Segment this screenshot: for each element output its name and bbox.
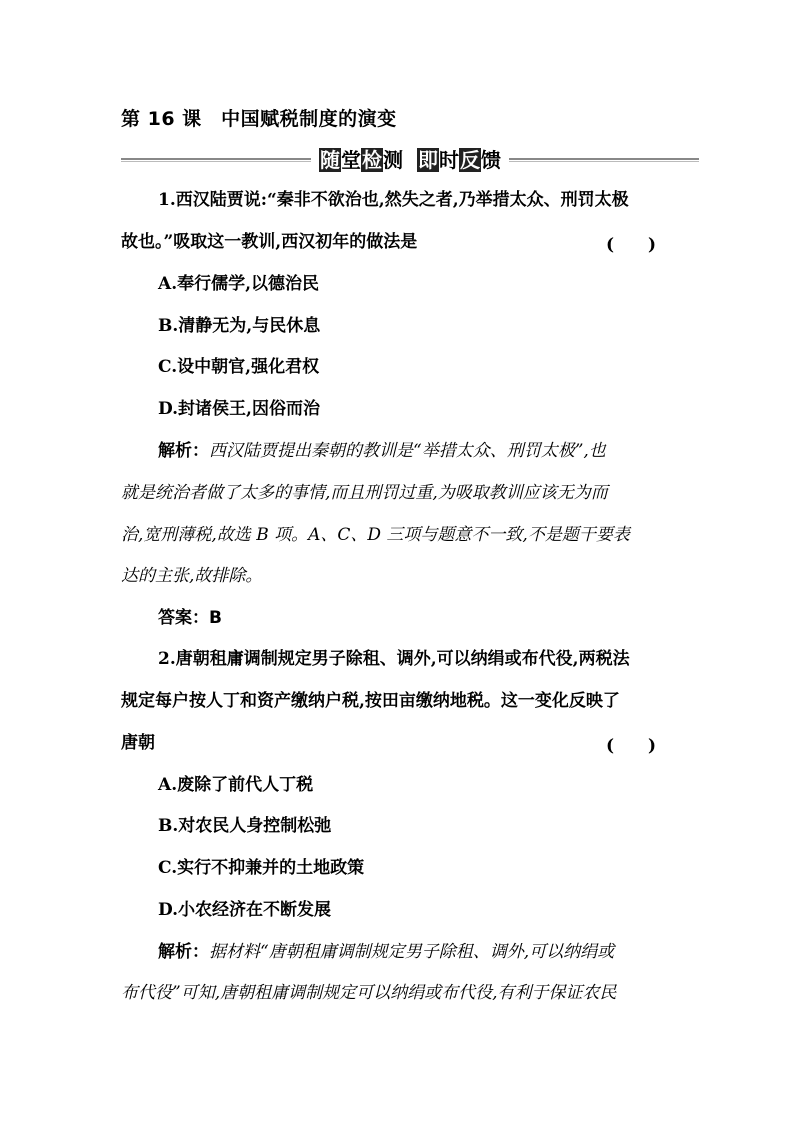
q2-option-b: B.对农民人身控制松弛 (158, 816, 332, 836)
q2-stem-line: 唐朝 (121, 733, 155, 753)
q1-analysis-line: 达的主张,故排除。 (121, 566, 263, 586)
banner-char: 堂 (341, 148, 361, 172)
q1-answer: 答案：B (158, 608, 222, 628)
q1-answer-blank: ( ) (606, 235, 657, 255)
q2-option-c: C.实行不抑兼并的土地政策 (158, 858, 365, 878)
banner-rule-right (509, 158, 699, 160)
q1-stem-line: 1.西汉陆贾说:“秦非不欲治也,然失之者,乃举措太众、刑罚太极 (158, 190, 629, 210)
banner-char: 反 (460, 148, 480, 172)
banner-rule-left (121, 158, 311, 160)
q1-analysis-line (158, 439, 606, 463)
banner-char: 馈 (481, 148, 501, 172)
banner-text (319, 145, 501, 175)
q1-analysis-label: 解析： (158, 441, 209, 461)
section-banner (121, 145, 699, 175)
banner-char: 时 (439, 148, 459, 172)
q1-option-b: B.清静无为,与民休息 (158, 316, 321, 336)
q1-option-d: D.封诸侯王,因俗而治 (158, 399, 320, 419)
q1-analysis-line: 就是统治者做了太多的事情,而且刑罚过重,为吸取教训应该无为而 (121, 483, 608, 503)
q2-analysis-line (158, 940, 614, 964)
q2-analysis-text: 据材料“唐朝租庸调制规定男子除租、调外,可以纳绢或 (209, 942, 615, 962)
q1-analysis-text: 西汉陆贾提出秦朝的教训是“举措太众、刑罚太极”,也 (209, 441, 606, 461)
q2-option-d: D.小农经济在不断发展 (158, 900, 332, 920)
q2-option-a: A.废除了前代人丁税 (158, 775, 314, 795)
q2-analysis-line: 布代役”可知,唐朝租庸调制规定可以纳绢或布代役,有利于保证农民 (121, 983, 617, 1003)
lesson-title: 第 16 课 中国赋税制度的演变 (121, 108, 397, 130)
banner-char: 检 (362, 148, 382, 172)
q2-answer-blank: ( ) (606, 736, 657, 756)
q1-option-c: C.设中朝官,强化君权 (158, 357, 320, 377)
q1-analysis-line: 治,宽刑薄税,故选 B 项。A、C、D 三项与题意不一致,不是题干要表 (121, 525, 630, 545)
q1-stem-line: 故也。”吸取这一教训,西汉初年的做法是 (121, 232, 418, 252)
q1-option-a: A.奉行儒学,以德治民 (158, 274, 320, 294)
q2-stem-line: 2.唐朝租庸调制规定男子除租、调外,可以纳绢或布代役,两税法 (158, 649, 630, 669)
banner-char: 测 (383, 148, 403, 172)
q2-stem-line: 规定每户按人丁和资产缴纳户税,按田亩缴纳地税。这一变化反映了 (121, 691, 620, 711)
banner-char: 即 (418, 148, 438, 172)
banner-char: 随 (320, 148, 340, 172)
q2-analysis-label: 解析： (158, 942, 209, 962)
